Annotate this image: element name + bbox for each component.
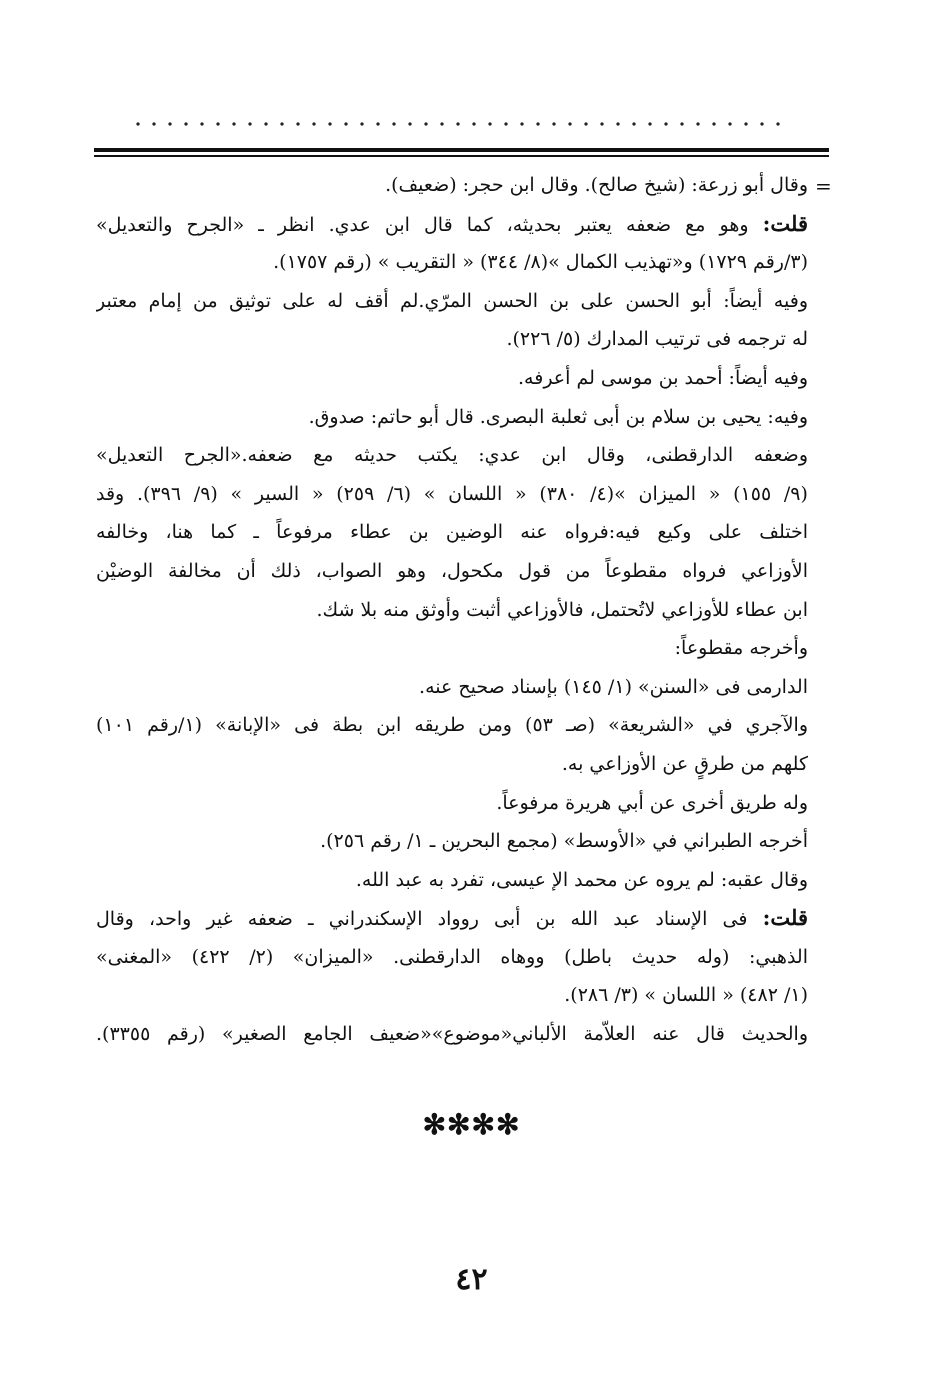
text-line-18: أخرجه الطبراني في «الأوسط» (مجمع البحرين ـ ١/ رقم ٢٥٦). — [320, 830, 808, 853]
header-rule-thin — [94, 155, 829, 157]
dotted-separator — [130, 118, 785, 130]
text-line-9: (٩/ ١٥٥) « الميزان »(٤/ ٣٨٠) « اللسان » (٦/ ٢٥٩) « السير » (٩/ ٣٩٦). وقد — [96, 482, 808, 505]
text-line-15: والآجري في «الشريعة» (صـ ٥٣) ومن طريقه ابن بطة فى «الإبانة» (١/رقم ١٠١) — [96, 714, 808, 737]
text-line-17: وله طريق أخرى عن أبي هريرة مرفوعاً. — [496, 791, 808, 814]
text-line-22: (١/ ٤٨٢) « اللسان » (٣/ ٢٨٦). — [564, 984, 808, 1007]
text-line-7: وفيه: يحيى بن سلام بن أبى ثعلبة البصرى. قال أبو حاتم: صدوق. — [308, 405, 808, 428]
page-number: ٤٢ — [455, 1262, 488, 1297]
text-line-19: وقال عقبه: لم يروه عن محمد الإ عيسى، تفرد به عبد الله. — [355, 868, 808, 891]
body-text — [96, 166, 808, 1054]
continuation-mark: = — [815, 174, 832, 198]
text-line-3: (٣/رقم ١٧٢٩) و«تهذيب الكمال »(٨/ ٣٤٤) « التقريب » (رقم ١٧٥٧). — [273, 251, 808, 274]
section-separator-stars: ✻✻✻✻ — [422, 1108, 521, 1141]
text-line-12: ابن عطاء للأوزاعي لاتُحتمل، فالأوزاعي أثبت وأوثق منه بلا شك. — [316, 598, 808, 621]
qult-label-2: قلت: — [762, 905, 808, 931]
text-line-2: قلت: وهو مع ضعفه يعتبر بحديثه، كما قال ابن عدي. انظر ـ «الجرح والتعديل» — [96, 210, 808, 236]
header-rule-thick — [94, 148, 829, 152]
text-line-21: الذهبي: (وله حديث باطل) ووهاه الدارقطنى. «الميزان» (٢/ ٤٢٢) «المغنى» — [96, 945, 808, 968]
text-line-11: الأوزاعي فرواه مقطوعاً من قول مكحول، وهو الصواب، ذلك أن مخالفة الوضيْن — [96, 559, 808, 582]
text-line-10: اختلف على وكيع فيه:فرواه عنه الوضين بن عطاء مرفوعاً ـ كما هنا، وخالفه — [96, 521, 808, 544]
text-line-8: وضعفه الدارقطنى، وقال ابن عدي: يكتب حديثه مع ضعفه.«الجرح التعديل» — [96, 444, 808, 467]
qult-label: قلت: — [762, 210, 808, 236]
text-line-13: وأخرجه مقطوعاً: — [674, 637, 808, 660]
text-line-5: له ترجمه فى ترتيب المدارك (٥/ ٢٢٦). — [506, 328, 808, 351]
text-line-6: وفيه أيضاً: أحمد بن موسى لم أعرفه. — [518, 366, 808, 389]
text-line-14: الدارمى فى «السنن» (١/ ١٤٥) بإسناد صحيح عنه. — [419, 675, 808, 698]
text-line-16: كلهم من طرقٍ عن الأوزاعي به. — [561, 752, 808, 775]
text-line-23: والحديث قال عنه العلاّمة الألباني«موضوع»«ضعيف الجامع الصغير» (رقم ٣٣٥٥). — [96, 1023, 808, 1046]
text-line-4: وفيه أيضاً: أبو الحسن على بن الحسن المرّي.لم أقف له على توثيق من إمام معتبر — [96, 289, 808, 312]
text-line-20: قلت: فى الإسناد عبد الله بن أبى روواد الإسكندراني ـ ضعفه غير واحد، وقال — [96, 905, 808, 931]
text-line-1: وقال أبو زرعة: (شيخ صالح). وقال ابن حجر: (ضعيف). — [385, 174, 808, 196]
